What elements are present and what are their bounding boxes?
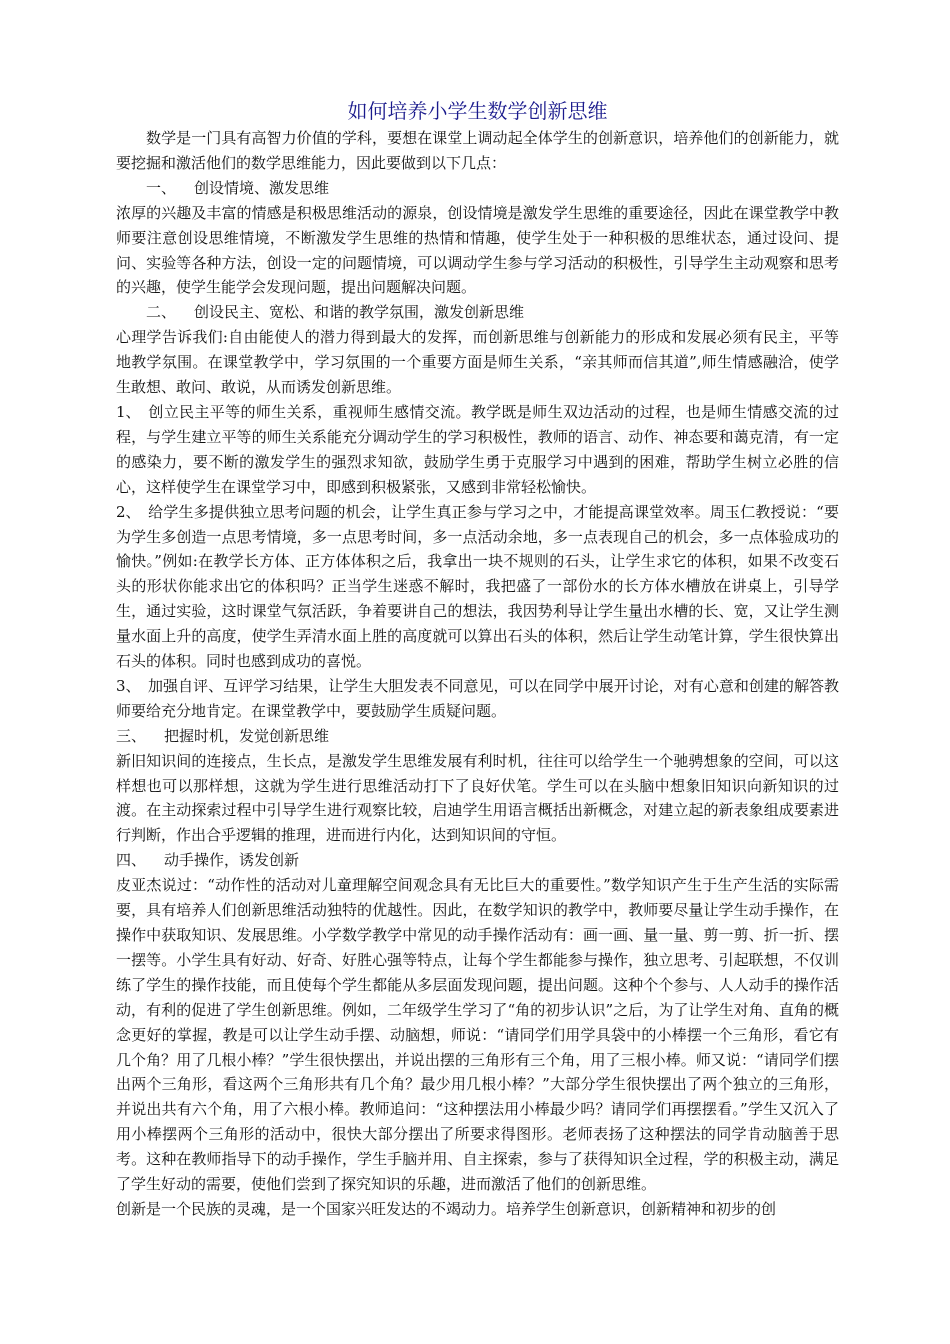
section-heading-text: 动手操作，诱发创新 <box>164 851 300 870</box>
body-paragraph: 心理学告诉我们:自由能使人的潜力得到最大的发挥，而创新思维与创新能力的形成和发展必须有民主，平等地教学氛围。在课堂教学中，学习氛围的一个重要方面是师生关系，“亲其师而信其道”,师生情感融洽，使学生敢想、敢问、敢说，从而诱发创新思维。 <box>116 328 839 397</box>
section-heading-text: 创设情境、激发思维 <box>194 178 330 197</box>
section-number: 二、 <box>146 303 177 322</box>
document-title: 如何培养小学生数学创新思维 <box>347 99 608 123</box>
section-heading-2 <box>116 300 839 325</box>
section-heading-text: 创设民主、宽松、和谐的教学氛围，激发创新思维 <box>194 303 525 322</box>
item-text: 给学生多提供独立思考问题的机会，让学生真正参与学习之中，才能提高课堂效率。周玉仁教授说：“要为学生多创造一点思考情境，多一点思考时间，多一点活动余地，多一点表现自己的机会，多一点体验成功的愉快。”例如:在教学长方体、正方体体积之后，我拿出一块不规则的石头，让学生求它的体积，如果不改变石头的形状你能求出它的体积吗？正当学生迷惑不解时，我把盛了一部份水的长方体水槽放在讲桌上，引导学生，通过实验，这时课堂气氛活跃，争着要讲自己的想法，我因势利导让学生量出水槽的长、宽，又让学生测量水面上升的高度，使学生弄清水面上胜的高度就可以算出石头的体积，然后让学生动笔计算，学生很快算出石头的体积。同时也感到成功的喜悦。 <box>116 502 839 671</box>
item-text: 加强自评、互评学习结果，让学生大胆发表不同意见，可以在同学中展开讨论，对有心意和创建的解答教师要给充分地肯定。在课堂教学中，要鼓励学生质疑问题。 <box>116 676 839 720</box>
body-paragraph: 新旧知识间的连接点，生长点，是激发学生思维发展有利时机，往往可以给学生一个驰骋想象的空间，可以这样想也可以那样想，这就为学生进行思维活动打下了良好伏笔。学生可以在头脑中想象旧知识向新知识的过渡。在主动探索过程中引导学生进行观察比较，启迪学生用语言概括出新概念，对建立起的新表象组成要素进行判断，作出合乎逻辑的推理，进而进行内化，达到知识间的守恒。 <box>116 751 839 845</box>
section-heading-text: 把握时机，发觉创新思维 <box>164 726 330 745</box>
body-paragraph: 浓厚的兴趣及丰富的情感是积极思维活动的源泉，创设情境是激发学生思维的重要途径，因此在课堂教学中教师要注意创设思维情境，不断激发学生思维的热情和情趣，使学生处于一种积极的思维状态，通过设问、提问、实验等各种方法，创设一定的问题情境，可以调动学生参与学习活动的积极性，引导学生主动观察和思考的兴趣，使学生能学会发现问题，提出问题解决问题。 <box>116 203 839 297</box>
section-heading-3 <box>116 724 839 749</box>
section-number: 四、 <box>116 851 147 870</box>
section-number: 三、 <box>116 726 147 745</box>
closing-paragraph: 创新是一个民族的灵魂，是一个国家兴旺发达的不竭动力。培养学生创新意识，创新精神和初步的创 <box>116 1199 777 1218</box>
intro-paragraph: 数学是一门具有高智力价值的学科，要想在课堂上调动起全体学生的创新意识，培养他们的创新能力，就要挖掘和激活他们的数学思维能力，因此要做到以下几点： <box>116 129 839 172</box>
item-number: 3、 <box>116 676 141 695</box>
numbered-item-3 <box>116 674 839 724</box>
numbered-item-2 <box>116 500 839 674</box>
item-text: 创立民主平等的师生关系，重视师生感情交流。教学既是师生双边活动的过程，也是师生情感交流的过程，与学生建立平等的师生关系能充分调动学生的学习积极性，教师的语言、动作、神态要和蔼克清，有一定的感染力，要不断的激发学生的强烈求知欲，鼓励学生勇于克服学习中遇到的困难，帮助学生树立必胜的信心，这样使学生在课堂学习中，即感到积极紧张，又感到非常轻松愉快。 <box>116 402 839 496</box>
item-number: 1、 <box>116 402 141 421</box>
section-heading-4 <box>116 848 839 873</box>
body-paragraph: 皮亚杰说过：“动作性的活动对儿童理解空间观念具有无比巨大的重要性。”数学知识产生于生产生活的实际需要，具有培养人们创新思维活动独特的优越性。因此，在数学知识的教学中，教师要尽量让学生动手操作，在操作中获取知识、发展思维。小学数学教学中常见的动手操作活动有：画一画、量一量、剪一剪、折一折、摆一摆等。小学生具有好动、好奇、好胜心强等特点，让每个学生都能参与操作，独立思考、引起联想，不仅训练了学生的操作技能，而且使每个学生都能从多层面发现问题，提出问题。这种个个参与、人人动手的操作活动，有利的促进了学生创新思维。例如，二年级学生学习了“角的初步认识”之后，为了让学生对角、直角的概念更好的掌握，教是可以让学生动手摆、动脑想，师说：“请同学们用学具袋中的小棒摆一个三角形，看它有几个角？用了几根小棒？”学生很快摆出，并说出摆的三角形有三个角，用了三根小棒。师又说：“请同学们摆出两个三角形，看这两个三角形共有几个角？最少用几根小棒？”大部分学生很快摆出了两个独立的三角形，并说出共有六个角，用了六根小棒。教师追问：“这种摆法用小棒最少吗？请同学们再摆摆看。”学生又沉入了用小棒摆两个三角形的活动中，很快大部分摆出了所要求得图形。老师表扬了这种摆法的同学肯动脑善于思考。这种在教师指导下的动手操作，学生手脑并用、自主探索，参与了获得知识全过程，学的积极主动，满足了学生好动的需要，使他们尝到了探究知识的乐趣，进而激活了他们的创新思维。 <box>116 876 839 1194</box>
numbered-item-1 <box>116 400 839 500</box>
section-heading-1 <box>116 176 839 201</box>
item-number: 2、 <box>116 502 141 521</box>
section-number: 一、 <box>146 178 177 197</box>
document-page <box>116 96 839 1222</box>
